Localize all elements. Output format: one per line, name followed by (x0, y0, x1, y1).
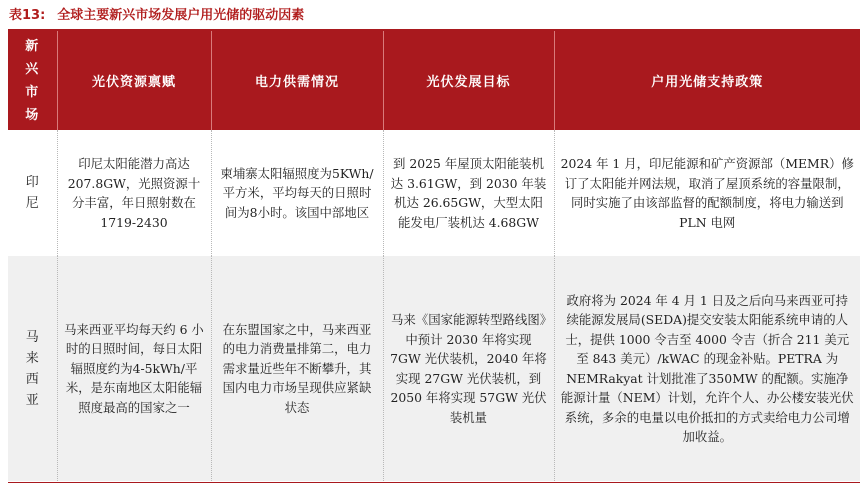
target-cell (383, 256, 554, 481)
resource-text: 印尼太阳能潜力高达207.8GW，光照资源十分丰富，年日照射数在1719-2430 (67, 156, 201, 230)
target-text: 到 2025 年屋顶太阳能装机达 3.61GW，到 2030 年装机达 26.65GW，大型太阳能发电厂装机达 4.68GW (390, 156, 547, 230)
resource-cell (57, 130, 211, 256)
header-supply: 电力供需情况 (211, 31, 383, 130)
policy-text: 政府将为 2024 年 4 月 1 日及之后向马来西亚可持续能源发展局(SEDA)提交安装太阳能系统申请的人士，提供 1000 令吉至 4000 令吉（折合 211 美元至 843 美元）/kWAC 的现金补贴。PETRA 为 NEMRakyat 计划批准了350MW 的配额。实施净能源计量（NEM）计划，允许个人、办公楼安装光伏系统，多余的电量以电价抵扣的方式卖给电力公司增加收益。 (560, 292, 854, 444)
table-row-malaysia (8, 256, 860, 481)
policy-text: 2024 年 1 月，印尼能源和矿产资源部（MEMR）修订了太阳能并网法规，取消了屋顶系统的容量限制，同时实施了由该部监督的配额制度，将电力输送到 PLN 电网 (560, 156, 854, 230)
target-text: 马来《国家能源转型路线图》中预计 2030 年将实现 7GW 光伏装机，2040 年将实现 27GW 光伏装机，到 2050 年将实现 57GW 光伏装机量 (390, 312, 547, 425)
table-title: 全球主要新兴市场发展户用光储的驱动因素 (57, 8, 305, 23)
country-char: 马 (25, 329, 39, 345)
country-char: 西 (25, 371, 39, 387)
supply-text: 在东盟国家之中，马来西亚的电力消费量排第二，电力需求量近些年不断攀升，其国内电力市场呈现供应紧缺状态 (222, 321, 372, 415)
country-char: 尼 (25, 196, 39, 211)
resource-cell (57, 256, 211, 481)
header-target: 光伏发展目标 (383, 31, 554, 130)
header-policy: 户用光储支持政策 (554, 31, 860, 130)
header-market-char: 场 (25, 107, 40, 123)
target-cell (383, 130, 554, 256)
supply-text: 柬埔寨太阳辐照度为5KWh/平方米，平均每天的日照时间为8小时。该国中部地区 (220, 165, 374, 220)
country-cell (8, 130, 57, 256)
supply-cell (211, 256, 383, 481)
policy-cell (554, 130, 860, 256)
table-row-indonesia (8, 130, 860, 256)
header-market-char: 新 (25, 38, 40, 54)
resource-text: 马来西亚平均每天约 6 小时的日照时间，每日太阳辐照度约为4-5kWh/平米，是东南地区太阳能辐照度最高的国家之一 (64, 321, 204, 415)
bottom-rule (8, 482, 860, 483)
policy-cell (554, 256, 860, 481)
header-resource: 光伏资源禀赋 (57, 31, 211, 130)
header-row (8, 31, 860, 130)
drivers-table (8, 31, 860, 481)
table-number: 表13: (9, 8, 46, 23)
header-market-char: 兴 (25, 61, 40, 77)
header-market (8, 31, 57, 130)
country-char: 来 (25, 350, 39, 366)
supply-cell (211, 130, 383, 256)
table-caption (9, 6, 304, 26)
country-char: 印 (25, 175, 39, 190)
header-market-char: 市 (25, 84, 40, 100)
country-char: 亚 (25, 392, 39, 408)
country-cell (8, 256, 57, 481)
